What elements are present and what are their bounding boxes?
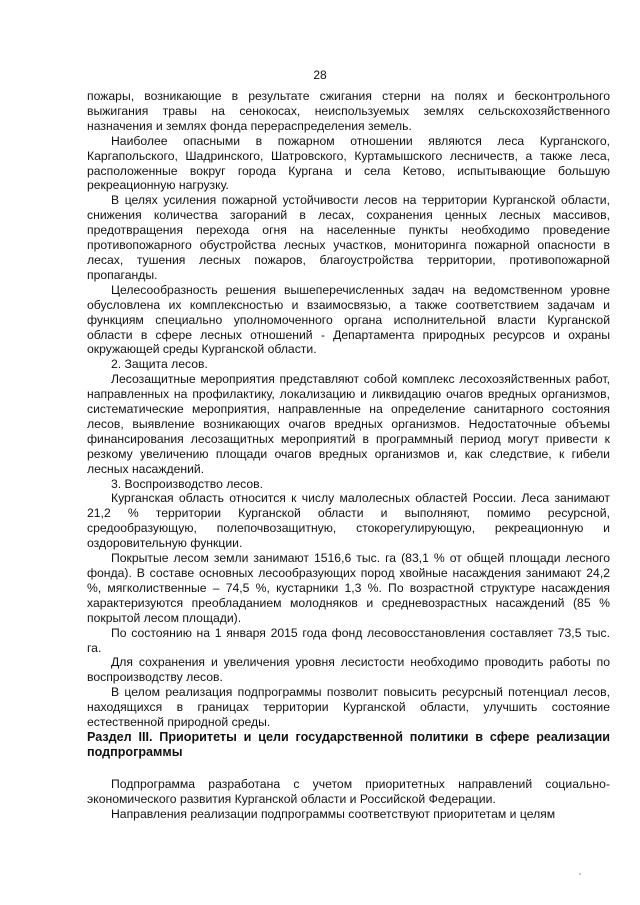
document-body bbox=[87, 89, 610, 822]
subheading-forest-protection: 2. Защита лесов. bbox=[111, 357, 208, 372]
paragraph-forest-covered-land: Покрытые лесом земли занимают 1516,6 тыс. га (83,1 % от общей площади лесного фонда). В составе основных лесообразующих пород хвойные насаждения занимают 24,2 %, мягколиственные – 74,5 %, кустарники 1,3 %. По возрастной структуре насаждения характеризуются преобладанием молодняков и средневозрастных насаждений (85 % покрытой лесом площади). bbox=[87, 551, 610, 625]
paragraph-protection-measures: Лесозащитные мероприятия представляют собой комплекс лесохозяйственных работ, направленных на профилактику, локализацию и ликвидацию очагов вредных организмов, систематические мероприятия, направленные на определение санитарного состояния лесов, выявление возникающих очагов вредных организмов. Недостаточные объемы финансирования лесозащитных мероприятий в программный период могут привести к резкому увеличению площади очагов вредных организмов и, как следствие, к гибели лесных насаждений. bbox=[87, 372, 610, 476]
paragraph-departmental-level: Целесообразность решения вышеперечисленных задач на ведомственном уровне обусловлена их комплексностью и взаимосвязью, а также соответствием задачам и функциям специально уполномоченного органа исполнительной власти Курганской области в сфере лесных отношений - Департамента природных ресурсов и охраны окружающей среды Курганской области. bbox=[87, 282, 610, 357]
paragraph-fires-continuation: пожары, возникающие в результате сжигания стерни на полях и бесконтрольного выжигания травы на сенокосах, неиспользуемых землях сельскохозяйственного назначения и землях фонда перераспределения земель. bbox=[87, 89, 610, 133]
spacer bbox=[87, 760, 610, 777]
paragraph-fire-resistance: В целях усиления пожарной устойчивости лесов на территории Курганской области, снижения количества загораний в лесах, сохранения ценных лесных массивов, предотвращения перехода огня на населенные пункты необходимо проведение противопожарного обустройства лесных участков, мониторинга пожарной опасности в лесах, тушения лесных пожаров, благоустройства территории, противопожарной пропаганды. bbox=[87, 193, 610, 282]
paragraph-low-forest-region: Курганская область относится к числу малолесных областей России. Леса занимают 21,2 % территории Курганской области и выполняют, помимо ресурсной, средообразующую, полепочвозащитную, стокорегулирующую, рекреационную и оздоровительную функции. bbox=[87, 491, 610, 551]
paragraph-subprogram-developed: Подпрограмма разработана с учетом приоритетных направлений социально-экономического развития Курганской области и Российской Федерации. bbox=[87, 777, 610, 807]
paragraph-dangerous-forests: Наиболее опасными в пожарном отношении являются леса Курганского, Каргапольского, Шадринского, Шатровского, Куртамышского лесничеств, а также леса, расположенные вокруг города Кургана и села Кетово, испытывающие большую рекреационную нагрузку. bbox=[87, 133, 610, 193]
section-title: Раздел III. Приоритеты и цели государственной политики в сфере реализации подпрограммы bbox=[87, 729, 610, 760]
subheading-forest-reproduction: 3. Воспроизводство лесов. bbox=[111, 476, 263, 491]
page-number: 28 bbox=[313, 68, 327, 82]
paragraph-forest-cover-level: Для сохранения и увеличения уровня лесистости необходимо проводить работы по воспроизводству лесов. bbox=[87, 655, 610, 685]
scan-speck bbox=[579, 873, 581, 875]
paragraph-directions: Направления реализации подпрограммы соответствуют приоритетам и целям bbox=[111, 807, 556, 822]
paragraph-reforestation-fund: По состоянию на 1 января 2015 года фонд лесовосстановления составляет 73,5 тыс. га. bbox=[87, 625, 610, 655]
paragraph-subprogram-effect: В целом реализация подпрограммы позволит повысить ресурсный потенциал лесов, находящихся в границах территории Курганской области, улучшить состояние естественной природной среды. bbox=[87, 685, 610, 730]
